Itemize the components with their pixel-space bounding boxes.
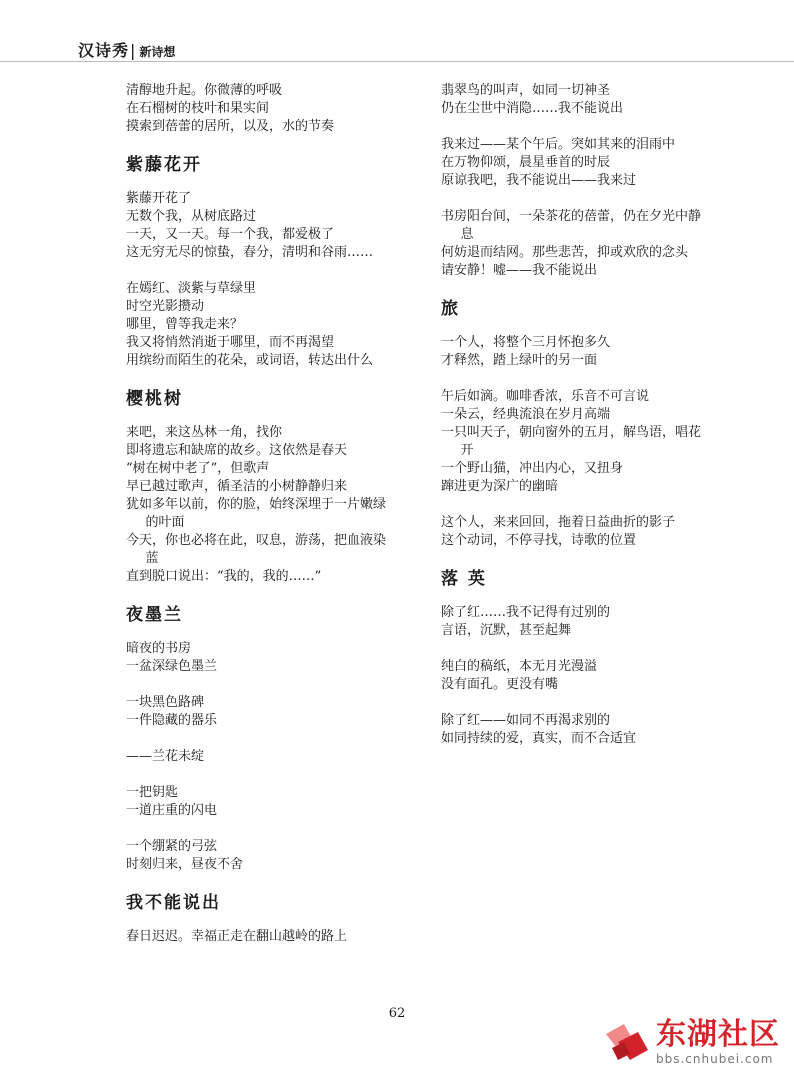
poem-line: 清醇地升起。你微薄的呼吸 bbox=[126, 83, 283, 98]
poem-line: 一只叫天子，朝向窗外的五月，解鸟语，唱花开 bbox=[441, 425, 702, 458]
poem-line: 蹿进更为深广的幽暗 bbox=[441, 479, 559, 494]
stanza bbox=[441, 334, 703, 370]
poem-line: 时空光影攒动 bbox=[126, 299, 205, 314]
poem-line: 紫藤开花了 bbox=[126, 191, 192, 206]
watermark-name: 东湖社区 bbox=[656, 1017, 780, 1052]
stanza bbox=[441, 712, 703, 748]
poem-title-wobunengshuochu: 我不能说出 bbox=[126, 893, 221, 913]
poem-title-yemolan: 夜墨兰 bbox=[126, 605, 183, 625]
poem-line: 何妨退而结网。那些悲苦，抑或欢欣的念头 bbox=[441, 245, 689, 260]
site-watermark bbox=[604, 1018, 780, 1066]
poem-line: 早已越过歌声，循圣洁的小树静静归来 bbox=[126, 479, 348, 494]
poem-line: 没有面孔。更没有嘴 bbox=[441, 677, 559, 692]
stanza bbox=[126, 838, 391, 874]
stanza bbox=[126, 190, 391, 262]
section-name: 新诗想 bbox=[139, 45, 176, 59]
poem-line: 言语，沉默，甚至起舞 bbox=[441, 623, 572, 638]
poem-line: 一块黑色路碑 bbox=[126, 695, 205, 710]
poem-line: 今天，你也必将在此，叹息，游荡，把血液染蓝 bbox=[126, 533, 387, 566]
poem-line: 用缤纷而陌生的花朵，或词语，转达出什么 bbox=[126, 353, 374, 368]
poem-line: 即将遗忘和缺席的故乡。这依然是春天 bbox=[126, 443, 348, 458]
poem-line: 一盆深绿色墨兰 bbox=[126, 659, 218, 674]
poem-line: 如同持续的爱，真实，而不合适宜 bbox=[441, 731, 637, 746]
site-logo-icon bbox=[604, 1022, 650, 1062]
poem-line: 一个人，将整个三月怀抱多久 bbox=[441, 335, 611, 350]
poem-title-luoying: 落 英 bbox=[441, 569, 487, 589]
watermark-url: bbs.cnhubei.com bbox=[656, 1052, 774, 1066]
poem-line: 在万物仰颂，晨星垂首的时辰 bbox=[441, 155, 611, 170]
stanza bbox=[126, 928, 391, 946]
poem-title-yingtaoshu: 樱桃树 bbox=[126, 389, 183, 409]
poem-line: 请安静！嘘——我不能说出 bbox=[441, 263, 598, 278]
poem-line: “树在树中老了”，但歌声 bbox=[126, 461, 270, 476]
poem-line: 时刻归来，昼夜不舍 bbox=[126, 857, 244, 872]
poem-line: 在嫣红、淡紫与草绿里 bbox=[126, 281, 257, 296]
poem-line: 午后如滴。咖啡香浓，乐音不可言说 bbox=[441, 389, 650, 404]
poem-line: 我又将悄然消逝于哪里，而不再渴望 bbox=[126, 335, 335, 350]
header-separator: | bbox=[130, 41, 136, 60]
left-column bbox=[126, 82, 391, 964]
poem-line: 哪里，曾等我走来？ bbox=[126, 317, 244, 332]
stanza bbox=[441, 136, 703, 190]
poem-line: 纯白的稿纸，本无月光漫溢 bbox=[441, 659, 598, 674]
poem-line: 才释然，踏上绿叶的另一面 bbox=[441, 353, 598, 368]
poem-line: 一朵云，经典流浪在岁月高端 bbox=[441, 407, 611, 422]
running-header bbox=[78, 38, 175, 61]
poem-line: 一道庄重的闪电 bbox=[126, 803, 218, 818]
poem-line: 这个人，来来回回，拖着日益曲折的影子 bbox=[441, 515, 676, 530]
stanza bbox=[126, 748, 391, 766]
poem-line: 一个野山猫，冲出内心，又扭身 bbox=[441, 461, 624, 476]
poem-line: 一把钥匙 bbox=[126, 785, 179, 800]
stanza bbox=[126, 640, 391, 676]
stanza bbox=[126, 424, 391, 586]
poem-line: 一个绷紧的弓弦 bbox=[126, 839, 218, 854]
poem-title-zitenghuakai: 紫藤花开 bbox=[126, 155, 202, 175]
poem-line: 暗夜的书房 bbox=[126, 641, 192, 656]
stanza bbox=[441, 82, 703, 118]
magazine-name: 汉诗秀 bbox=[78, 41, 130, 60]
poem-line: 我来过——某个午后。突如其来的泪雨中 bbox=[441, 137, 676, 152]
poem-line: 这无穷无尽的惊蛰，春分，清明和谷雨…… bbox=[126, 245, 374, 260]
stanza bbox=[441, 388, 703, 496]
poem-line: 犹如多年以前，你的脸，始终深埋于一片嫩绿的叶面 bbox=[126, 497, 387, 530]
poem-line: 仍在尘世中消隐……我不能说出 bbox=[441, 101, 624, 116]
stanza bbox=[126, 694, 391, 730]
poem-title-lv: 旅 bbox=[441, 299, 460, 319]
stanza bbox=[126, 784, 391, 820]
stanza bbox=[441, 604, 703, 640]
header-divider bbox=[0, 61, 794, 62]
stanza bbox=[441, 208, 703, 280]
stanza bbox=[441, 658, 703, 694]
poem-line: 除了红——如同不再渴求别的 bbox=[441, 713, 611, 728]
poem-line: 这个动词，不停寻找，诗歌的位置 bbox=[441, 533, 637, 548]
stanza bbox=[441, 514, 703, 550]
poem-line: 一天，又一天。每一个我，都爱极了 bbox=[126, 227, 335, 242]
poem-line: 书房阳台间，一朵茶花的蓓蕾，仍在夕光中静息 bbox=[441, 209, 702, 242]
poem-line: 来吧，来这丛林一角，找你 bbox=[126, 425, 283, 440]
poem-line: 无数个我，从树底路过 bbox=[126, 209, 257, 224]
poem-line: 翡翠鸟的叫声，如同一切神圣 bbox=[441, 83, 611, 98]
poem-line: 除了红……我不记得有过别的 bbox=[441, 605, 611, 620]
poem-line: 原谅我吧，我不能说出——我来过 bbox=[441, 173, 637, 188]
poem-line: 一件隐藏的器乐 bbox=[126, 713, 218, 728]
right-column bbox=[441, 82, 703, 766]
poem-line: ——兰花未绽 bbox=[126, 749, 205, 764]
poem-line: 摸索到蓓蕾的居所，以及，水的节奏 bbox=[126, 119, 335, 134]
poem-line: 直到脱口说出：“我的，我的……” bbox=[126, 569, 322, 584]
poem-line: 春日迟迟。幸福正走在翻山越岭的路上 bbox=[126, 929, 348, 944]
stanza bbox=[126, 82, 391, 136]
page-number: 62 bbox=[388, 1006, 406, 1021]
poem-line: 在石榴树的枝叶和果实间 bbox=[126, 101, 270, 116]
stanza bbox=[126, 280, 391, 370]
